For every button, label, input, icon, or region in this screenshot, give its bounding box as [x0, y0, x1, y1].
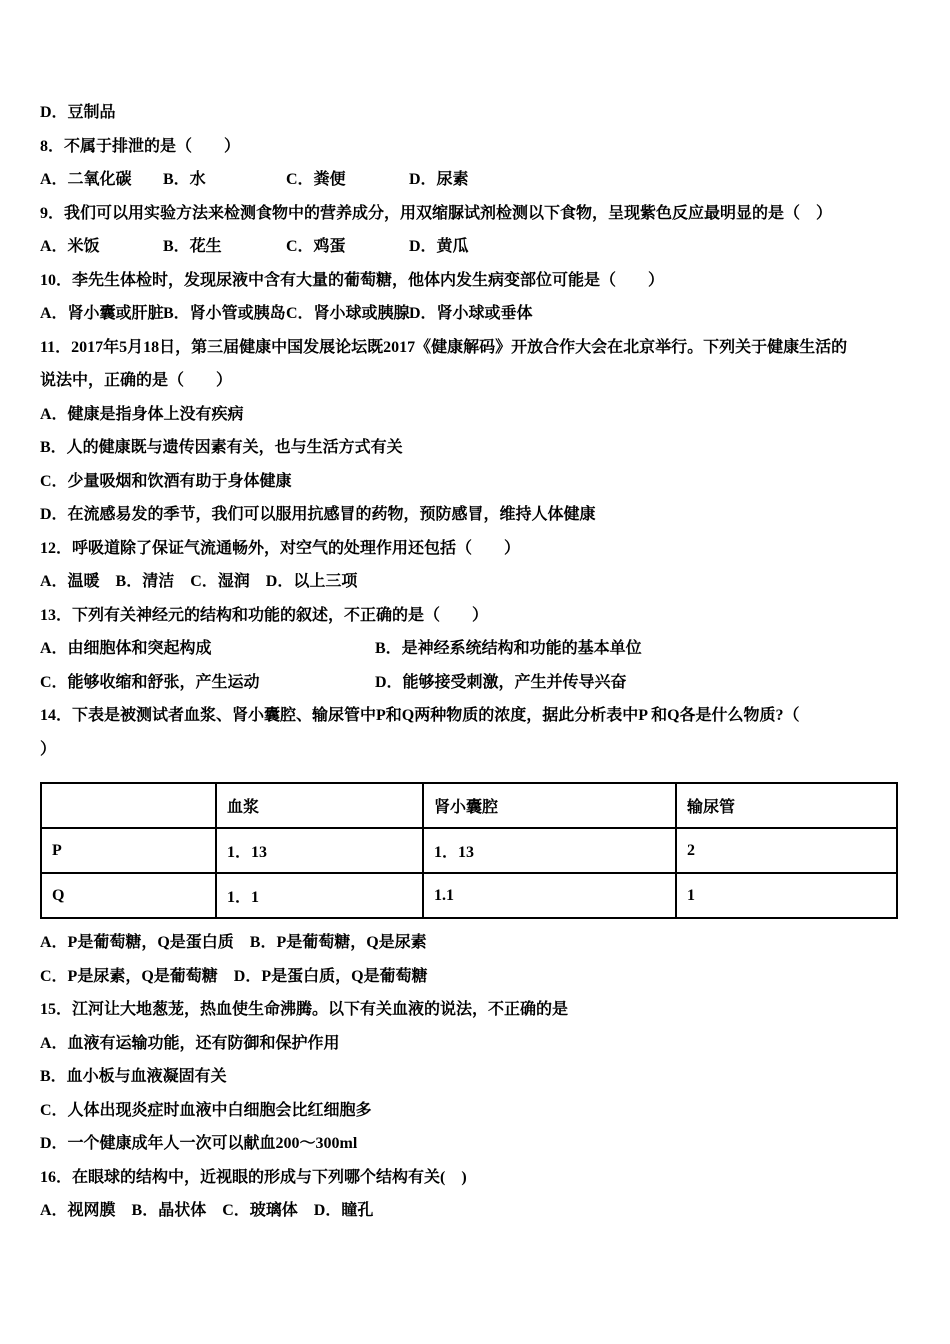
table-cell: 1: [676, 873, 897, 918]
text-line: 10．李先生体检时，发现尿液中含有大量的葡萄糖，他体内发生病变部位可能是（ ）: [40, 271, 665, 289]
options-row: [40, 230, 910, 264]
option-item: C．鸡蛋: [286, 238, 346, 255]
table-cell: 1．13: [423, 828, 676, 873]
option-item: D．黄瓜: [409, 238, 469, 255]
table-header-cell: 输尿管: [676, 783, 897, 828]
text-line: D．在流感易发的季节，我们可以服用抗感冒的药物，预防感冒，维持人体健康: [40, 506, 596, 523]
option-item: A．由细胞体和突起构成: [40, 640, 212, 657]
table-cell: 1．1: [216, 873, 423, 918]
option-item: A．米饭: [40, 238, 100, 255]
text-line: 13．下列有关神经元的结构和功能的叙述，不正确的是（ ）: [40, 606, 489, 624]
option-item: A．肾小囊或肝脏: [40, 305, 164, 322]
text-line: 14．下表是被测试者血浆、肾小囊腔、输尿管中P和Q两种物质的浓度，据此分析表中P 和Q各是什么物质?（: [40, 707, 800, 724]
text-line: 12．呼吸道除了保证气流通畅外，对空气的处理作用还包括（ ）: [40, 539, 521, 557]
table-cell: 2: [676, 828, 897, 873]
text-line: A．血液有运输功能，还有防御和保护作用: [40, 1034, 340, 1052]
q14-concentration-table: [40, 782, 898, 919]
text-line: B．血小板与血液凝固有关: [40, 1068, 227, 1085]
options-row: [40, 297, 910, 331]
text-line: D．豆制品: [40, 104, 116, 121]
options-row: [40, 163, 910, 197]
text-line: 15．江河让大地葱茏，热血使生命沸腾。以下有关血液的说法，不正确的是: [40, 1001, 569, 1018]
text-line: 9．我们可以用实验方法来检测食物中的营养成分，用双缩脲试剂检测以下食物，呈现紫色反应最明显的是（ ）: [40, 204, 833, 222]
text-line: A．视网膜 B．晶状体 C．玻璃体 D．瞳孔: [40, 1202, 374, 1219]
option-item: A．二氧化碳: [40, 171, 132, 188]
text-line: 说法中，正确的是（ ）: [40, 372, 233, 389]
option-item: B．水: [163, 171, 206, 188]
text-line: C．少量吸烟和饮酒有助于身体健康: [40, 472, 292, 490]
table-row: [41, 828, 897, 873]
table-header-row: [41, 783, 897, 828]
option-item: C．能够收缩和舒张，产生运动: [40, 673, 260, 691]
options-row: [40, 632, 910, 666]
table-header-cell: [41, 783, 216, 828]
text-line: D．一个健康成年人一次可以献血200～300ml: [40, 1135, 358, 1152]
table-header-cell: 肾小囊腔: [423, 783, 676, 828]
option-item: C．粪便: [286, 171, 346, 188]
text-line: B．人的健康既与遗传因素有关，也与生活方式有关: [40, 439, 403, 456]
option-item: C．肾小球或胰腺: [286, 305, 410, 322]
table-cell: P: [41, 828, 216, 873]
question-list: [40, 96, 910, 1228]
text-line: C．人体出现炎症时血液中白细胞会比红细胞多: [40, 1101, 372, 1119]
table-cell: Q: [41, 873, 216, 918]
text-line: A．P是葡萄糖，Q是蛋白质 B．P是葡萄糖，Q是尿素: [40, 934, 427, 951]
option-item: D．肾小球或垂体: [409, 305, 533, 322]
option-item: B．肾小管或胰岛: [163, 305, 286, 322]
table-row: [41, 873, 897, 918]
option-item: B．是神经系统结构和功能的基本单位: [375, 640, 642, 657]
text-line: A．温暖 B．清洁 C．湿润 D．以上三项: [40, 573, 358, 590]
table-cell: 1．13: [216, 828, 423, 873]
text-line: A．健康是指身体上没有疾病: [40, 405, 244, 423]
text-line: ）: [40, 740, 57, 758]
option-item: B．花生: [163, 238, 222, 255]
option-item: D．尿素: [409, 171, 469, 188]
table-header-cell: 血浆: [216, 783, 423, 828]
options-row: [40, 666, 910, 700]
text-line: 8．不属于排泄的是（ ）: [40, 137, 241, 155]
text-line: C．P是尿素，Q是葡萄糖 D．P是蛋白质，Q是葡萄糖: [40, 967, 428, 985]
option-item: D．能够接受刺激，产生并传导兴奋: [375, 673, 627, 691]
table-cell: 1.1: [423, 873, 676, 918]
text-line: 11．2017年5月18日，第三届健康中国发展论坛既2017《健康解码》开放合作大会在北京举行。下列关于健康生活的: [40, 338, 848, 356]
text-line: 16．在眼球的结构中，近视眼的形成与下列哪个结构有关( ): [40, 1168, 467, 1186]
